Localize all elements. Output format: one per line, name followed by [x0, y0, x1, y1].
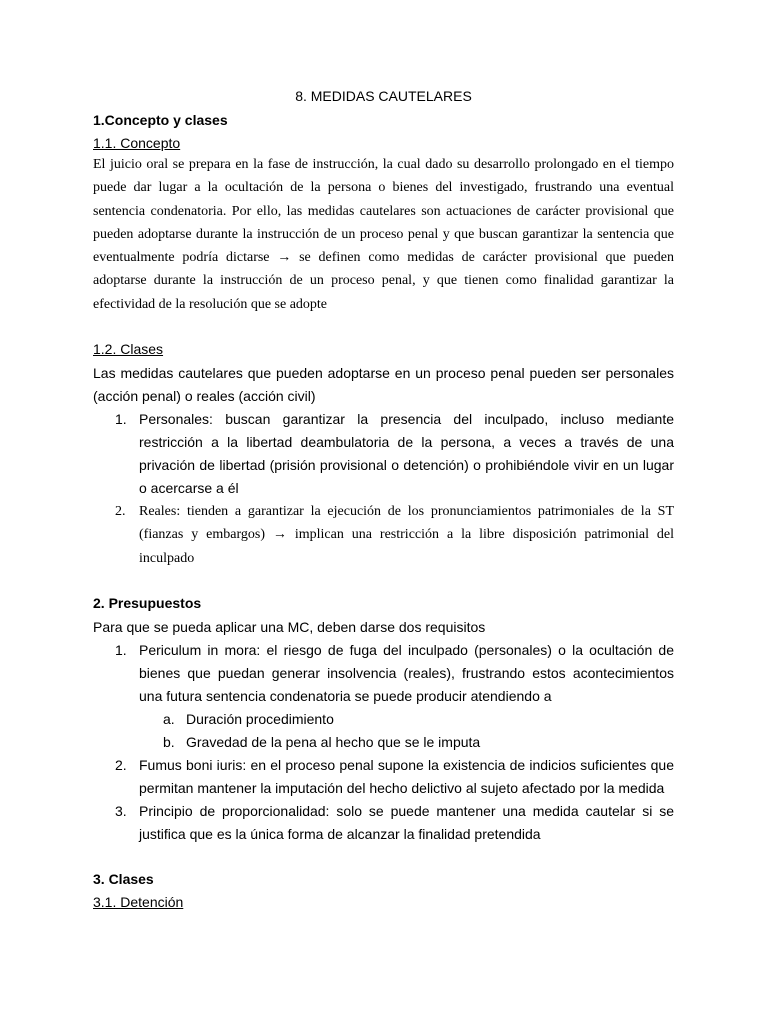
- section-1-heading: 1.Concepto y clases: [93, 112, 228, 128]
- subsection-1-2-heading: 1.2. Clases: [93, 341, 164, 358]
- spacer: [93, 570, 674, 593]
- sublist-letter: b.: [163, 733, 175, 750]
- subsection-1-1-heading: 1.1. Concepto: [93, 135, 181, 151]
- document-title: 8. MEDIDAS CAUTELARES: [295, 88, 472, 104]
- sublist-item: [93, 708, 674, 731]
- spacer: [93, 316, 674, 339]
- concepto-paragraph: El juicio oral se prepara en la fase de instrucción, la cual dado su desarrollo prolongado en el tiempo puede dar lugar a la ocultación de la persona o bienes del investigado, frustrando una eventual sentencia condenatoria. Por ello, las medidas cautelares son actuaciones de carácter provisional que pueden adoptarse durante la instrucción de un proceso penal y que buscan garantizar la sentencia que eventualmente podría dictarse → se definen como medidas de carácter provisional que pueden adoptarse durante la instrucción de un proceso penal, y que tienen como finalidad garantizar la efectividad de la resolución que se adopte: [93, 157, 674, 312]
- list-item: [93, 800, 674, 846]
- list-item: [93, 500, 674, 570]
- list-item-text: Personales: buscan garantizar la presencia del inculpado, incluso mediante restricción a la libertad deambulatoria de la persona, a veces a través de una privación de libertad (prisión provisional o detención) o prohibiéndole vivir en un lugar o acercarse a él: [139, 411, 674, 497]
- list-number: 1.: [115, 411, 127, 428]
- section-2-heading: 2. Presupuestos: [93, 594, 202, 611]
- presupuestos-list: [93, 639, 674, 708]
- list-item-text: Periculum in mora: el riesgo de fuga del inculpado (personales) o la ocultación de bienes que puedan generar insolvencia (reales), frustrando estos acontecimientos una futura sentencia condenatoria se puede producir atendiendo a: [139, 641, 674, 704]
- list-item: [93, 639, 674, 708]
- subsection-3-1-heading: 3.1. Detención: [93, 893, 184, 910]
- clases-list: [93, 408, 674, 570]
- presupuestos-intro: Para que se pueda aplicar una MC, deben darse dos requisitos: [93, 618, 486, 635]
- list-item-text: Fumus boni iuris: en el proceso penal supone la existencia de indicios suficientes que permitan mantener la imputación del hecho delictivo al sujeto afectado por la medida: [139, 756, 674, 796]
- list-number: 2.: [115, 756, 127, 773]
- list-item: [93, 754, 674, 800]
- list-item-text: Principio de proporcionalidad: solo se puede mantener una medida cautelar si se justifica que es la única forma de alcanzar la finalidad pretendida: [139, 802, 674, 842]
- clases-intro: Las medidas cautelares que pueden adoptarse en un proceso penal pueden ser personales (acción penal) o reales (acción civil): [93, 365, 674, 405]
- list-item: [93, 408, 674, 500]
- section-3-heading: 3. Clases: [93, 870, 154, 887]
- sublist-item-text: Gravedad de la pena al hecho que se le imputa: [186, 733, 481, 750]
- presupuestos-list-continued: [93, 754, 674, 846]
- sublist-letter: a.: [163, 710, 175, 727]
- list-number: 1.: [115, 641, 127, 658]
- list-item-text: Reales: tienden a garantizar la ejecución de los pronunciamientos patrimoniales de la ST (fianzas y embargos) → implican una restricción a la libre disposición patrimonial del inculpado: [139, 504, 674, 566]
- list-number: 2.: [115, 504, 126, 520]
- sublist-item-text: Duración procedimiento: [186, 710, 334, 727]
- periculum-sublist: [93, 708, 674, 754]
- document-content: [93, 86, 674, 912]
- sublist-item: [93, 731, 674, 754]
- list-number: 3.: [115, 802, 127, 819]
- spacer: [93, 846, 674, 869]
